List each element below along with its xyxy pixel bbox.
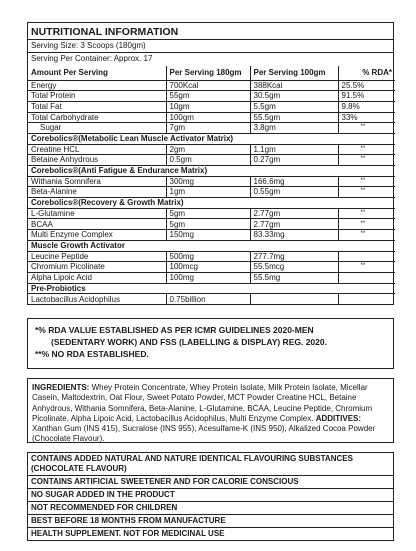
section-title: Muscle Growth Activator — [28, 240, 395, 251]
section-header-row — [28, 240, 395, 251]
nutrient-name: Lactobacillus Acidophilus — [28, 294, 166, 305]
nutrient-row — [28, 112, 395, 123]
additives-label: ADDITIVES: — [315, 413, 362, 423]
value-per-180gm: 0.75billion — [166, 294, 250, 305]
value-per-100gm: 1.1gm — [250, 144, 338, 155]
nutrition-header-row — [28, 66, 395, 80]
ingredients-text: Whey Protein Concentrate, Whey Protein Isolate, Milk Protein Isolate, Micellar Casein, Maltodextrin, Oat Flour, Sweet Potato Powder, MCT Powder Creatine HCL, Betaine Anhydrous, Withania Somnifera, Beta-Alanine, L-Glutamine, BCAA, Leucine Peptide, Chromium Picolinate, Alpha Lipoic Acid, Lactobacillus Acidophilus, Multi Enzyme Complex. — [32, 383, 373, 423]
value-per-180gm: 5gm — [166, 208, 250, 219]
rda-note — [27, 318, 394, 369]
claim-best-before: BEST BEFORE 18 MONTHS FROM MANUFACTURE — [28, 515, 393, 528]
value-rda: ** — [338, 123, 395, 134]
value-per-100gm — [250, 294, 338, 305]
nutrition-facts-panel — [27, 22, 394, 305]
nutrient-name: Total Fat — [28, 101, 166, 112]
nutrient-name: Total Carbohydrate — [28, 112, 166, 123]
section-title: Corebolics®(Recovery & Growth Matrix) — [28, 198, 395, 209]
value-per-180gm: 100gm — [166, 112, 250, 123]
nutrient-name: Beta-Alanine — [28, 187, 166, 198]
nutrient-name: BCAA — [28, 219, 166, 230]
value-per-100gm: 3.8gm — [250, 123, 338, 134]
claim-sweetener: CONTAINS ARTIFICIAL SWEETENER AND FOR CALORIE CONSCIOUS — [28, 476, 393, 489]
value-per-100gm: 0.27gm — [250, 155, 338, 166]
value-per-100gm: 0.55gm — [250, 187, 338, 198]
value-per-100gm: 55.5mcg — [250, 262, 338, 273]
value-per-100gm: 55.5gm — [250, 112, 338, 123]
header-per-100gm: Per Serving 100gm — [250, 66, 338, 80]
nutrition-table — [28, 66, 395, 304]
section-title: Corebolics®(Metabolic Lean Muscle Activator Matrix) — [28, 133, 395, 144]
claims-panel — [27, 452, 394, 541]
serving-size: Serving Size: 3 Scoops (180gm) — [28, 40, 393, 53]
section-header-row — [28, 133, 395, 144]
rda-note-line1: *% RDA VALUE ESTABLISHED AS PER ICMR GUIDELINES 2020-MEN — [35, 325, 314, 335]
header-rda: % RDA* — [338, 66, 395, 80]
claim-flavouring: CONTAINS ADDED NATURAL AND NATURE IDENTICAL FLAVOURING SUBSTANCES (CHOCOLATE FLAVOUR) — [28, 453, 393, 476]
nutrient-row — [28, 80, 395, 91]
value-per-180gm: 150mg — [166, 230, 250, 241]
value-rda: ** — [338, 262, 395, 273]
value-per-100gm: 83.33mg — [250, 230, 338, 241]
nutrient-row — [28, 176, 395, 187]
nutrient-row — [28, 272, 395, 283]
section-title: Corebolics®(Anti Fatigue & Endurance Matrix) — [28, 166, 395, 177]
value-rda: ** — [338, 176, 395, 187]
value-per-100gm: 166.6mg — [250, 176, 338, 187]
nutrient-row — [28, 187, 395, 198]
value-rda: ** — [338, 208, 395, 219]
ingredients-label: INGREDIENTS: — [32, 383, 90, 392]
value-per-180gm: 1gm — [166, 187, 250, 198]
value-per-180gm: 7gm — [166, 123, 250, 134]
nutrient-row — [28, 219, 395, 230]
nutrient-name: Betaine Anhydrous — [28, 155, 166, 166]
value-per-180gm: 0.5gm — [166, 155, 250, 166]
claim-no-sugar: NO SUGAR ADDED IN THE PRODUCT — [28, 489, 393, 502]
value-per-180gm: 100mcg — [166, 262, 250, 273]
value-per-180gm: 100mg — [166, 272, 250, 283]
value-rda: 91.5% — [338, 91, 395, 102]
nutrient-name: Energy — [28, 80, 166, 91]
nutrient-name: Total Protein — [28, 91, 166, 102]
value-per-180gm: 300mg — [166, 176, 250, 187]
nutrient-name: Sugar — [28, 123, 166, 134]
section-header-row — [28, 283, 395, 294]
value-rda: 9.8% — [338, 101, 395, 112]
servings-per-container: Serving Per Container: Approx. 17 — [31, 54, 153, 63]
nutrient-row — [28, 91, 395, 102]
value-per-100gm: 55.5mg — [250, 272, 338, 283]
nutrition-title: NUTRITIONAL INFORMATION — [28, 23, 393, 40]
value-per-100gm: 277.7mg — [250, 251, 338, 262]
nutrient-row — [28, 123, 395, 134]
nutrient-row — [28, 208, 395, 219]
value-per-180gm: 500mg — [166, 251, 250, 262]
value-per-180gm: 10gm — [166, 101, 250, 112]
value-rda: ** — [338, 219, 395, 230]
section-header-row — [28, 166, 395, 177]
section-header-row — [28, 198, 395, 209]
nutrient-name: Withania Somnifera — [28, 176, 166, 187]
nutrient-row — [28, 230, 395, 241]
value-per-100gm: 388Kcal — [250, 80, 338, 91]
nutrient-row — [28, 262, 395, 273]
value-per-180gm: 5gm — [166, 219, 250, 230]
value-per-180gm: 700Kcal — [166, 80, 250, 91]
nutrient-row — [28, 144, 395, 155]
value-rda: ** — [338, 230, 395, 241]
nutrient-row — [28, 101, 395, 112]
nutrient-name: Leucine Peptide — [28, 251, 166, 262]
nutrient-name: Alpha Lipoic Acid — [28, 272, 166, 283]
value-rda — [338, 272, 395, 283]
section-title: Pre-Probiotics — [28, 283, 395, 294]
value-per-100gm: 2.77gm — [250, 219, 338, 230]
rda-note-line3: **% NO RDA ESTABLISHED. — [35, 349, 149, 359]
nutrient-name: Chromium Picolinate — [28, 262, 166, 273]
value-per-180gm: 55gm — [166, 91, 250, 102]
value-rda: 25.5% — [338, 80, 395, 91]
ingredients-panel — [27, 378, 394, 443]
header-per-180gm: Per Serving 180gm — [166, 66, 250, 80]
nutrient-row — [28, 251, 395, 262]
rda-note-line2: (SEDENTARY WORK) AND FSS (LABELLING & DISPLAY) REG. 2020. — [51, 337, 327, 347]
value-rda: ** — [338, 155, 395, 166]
value-rda — [338, 251, 395, 262]
nutrient-name: Multi Enzyme Complex — [28, 230, 166, 241]
claim-health-supplement: HEALTH SUPPLEMENT. NOT FOR MEDICINAL USE — [31, 529, 225, 538]
nutrient-row — [28, 155, 395, 166]
value-rda: ** — [338, 144, 395, 155]
value-per-100gm: 30.5gm — [250, 91, 338, 102]
nutrient-name: L-Glutamine — [28, 208, 166, 219]
additives-text: Xanthan Gum (INS 415), Sucralose (INS 955), Acesulfame-K (INS 950), Alkalized Cocoa Powder (Chocolate Flavour). — [32, 424, 376, 444]
nutrient-name: Creatine HCL — [28, 144, 166, 155]
value-per-100gm: 2.77gm — [250, 208, 338, 219]
claim-not-for-children: NOT RECOMMENDED FOR CHILDREN — [28, 502, 393, 515]
value-per-100gm: 5.5gm — [250, 101, 338, 112]
value-rda: 33% — [338, 112, 395, 123]
value-rda — [338, 294, 395, 305]
header-amount: Amount Per Serving — [28, 66, 166, 80]
nutrient-row — [28, 294, 395, 305]
value-rda: ** — [338, 187, 395, 198]
value-per-180gm: 2gm — [166, 144, 250, 155]
